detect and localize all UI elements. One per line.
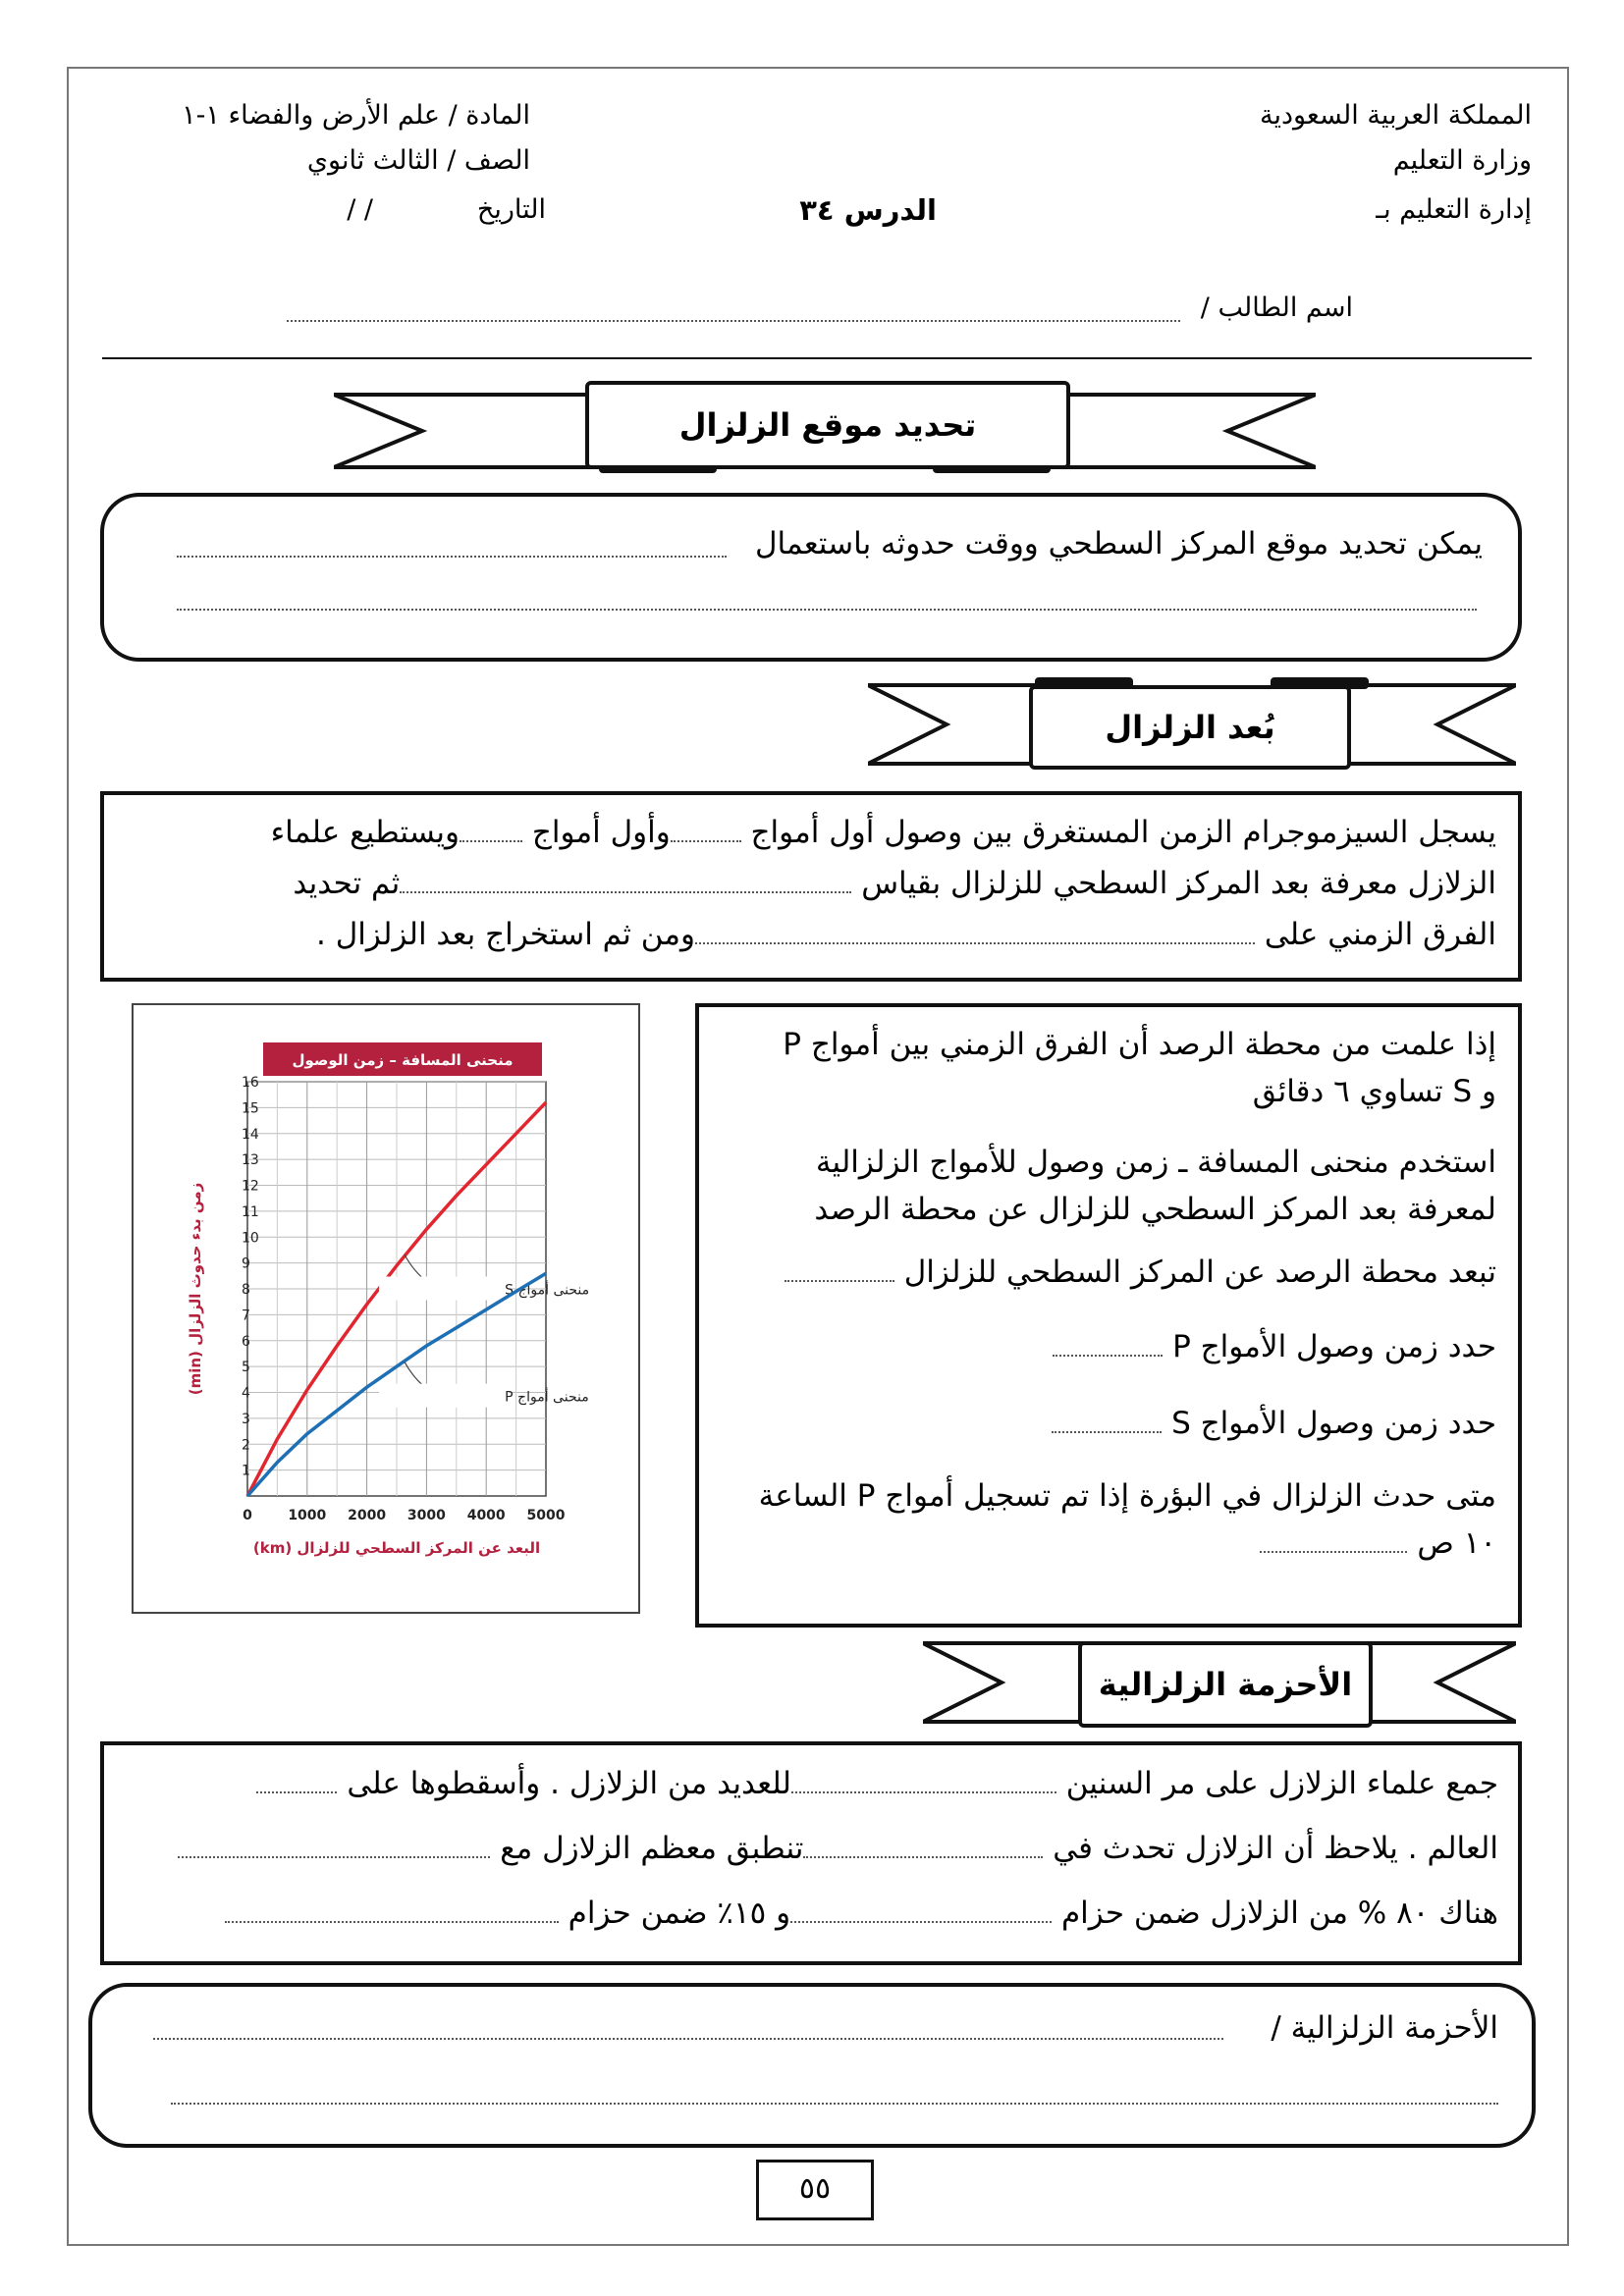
chart-y-tick-label: 6 xyxy=(242,1333,250,1350)
questions-list xyxy=(721,1021,1496,1567)
chart-x-tick-label: 5000 xyxy=(526,1508,566,1523)
chart-y-tick-label: 11 xyxy=(242,1203,259,1220)
distance-line2-a: الزلازل معرفة بعد المركز السطحي للزلزال بقياس xyxy=(861,866,1496,901)
q3-text: تبعد محطة الرصد عن المركز السطحي للزلزال xyxy=(903,1255,1496,1290)
belts-line1-b: للعديد من الزلازل . وأسقطوها على xyxy=(347,1766,791,1801)
q6-line1: متى حدث الزلزال في البؤرة إذا تم تسجيل أمواج P الساعة xyxy=(758,1478,1496,1514)
blank-boundaries[interactable] xyxy=(178,1856,490,1858)
belts-definition-label: الأحزمة الزلزالية / xyxy=(1271,2010,1498,2046)
distance-paragraph xyxy=(122,807,1496,960)
blank-recorded[interactable] xyxy=(791,1791,1056,1793)
lesson-title: الدرس ٣٤ xyxy=(799,193,937,227)
blank-belt-2[interactable] xyxy=(225,1921,559,1923)
q3-answer[interactable] xyxy=(785,1280,894,1282)
chart-y-tick-label: 15 xyxy=(242,1100,259,1117)
distance-line1-c: ويستطيع علماء xyxy=(270,815,460,850)
chart-x-tick-label: 4000 xyxy=(466,1508,506,1523)
q1-line1: إذا علمت من محطة الرصد أن الفرق الزمني بين أمواج P xyxy=(783,1027,1496,1062)
chart-x-tick-label: 1000 xyxy=(288,1508,327,1523)
belts-line1-a: جمع علماء الزلازل على مر السنين xyxy=(1065,1766,1498,1801)
q6-line2: ١٠ ص xyxy=(1417,1525,1496,1561)
blank-map[interactable] xyxy=(256,1791,337,1793)
blank-zones[interactable] xyxy=(803,1856,1043,1858)
subject-label: المادة / علم الأرض والفضاء ١-١ xyxy=(182,100,530,131)
belts-line2-a: العالم . يلاحظ أن الزلازل تحدث في xyxy=(1053,1831,1498,1866)
chart-y-tick-label: 7 xyxy=(242,1308,250,1324)
section-title-location: تحديد موقع الزلزال xyxy=(585,381,1070,469)
chart-x-tick-label: 0 xyxy=(243,1508,252,1523)
location-blank-1[interactable] xyxy=(177,556,727,558)
distance-line3-b: ومن ثم استخراج بعد الزلزال . xyxy=(316,917,695,952)
q5-text: حدد زمن وصول الأمواج S xyxy=(1171,1406,1496,1441)
date-label: التاريخ xyxy=(476,194,546,225)
belts-paragraph xyxy=(124,1751,1498,1946)
q6-answer[interactable] xyxy=(1260,1551,1407,1553)
blank-belt-1[interactable] xyxy=(790,1921,1052,1923)
section-title-distance: بُعد الزلزال xyxy=(1029,685,1351,770)
header-divider xyxy=(102,357,1532,359)
blank-time-difference[interactable] xyxy=(695,942,1255,944)
chart-y-tick-label: 12 xyxy=(242,1178,259,1195)
directorate-name: إدارة التعليم بـ xyxy=(1376,194,1532,225)
chart-y-tick-label: 4 xyxy=(242,1385,250,1402)
chart-y-tick-label: 14 xyxy=(242,1126,259,1143)
chart-label-bg xyxy=(379,1384,509,1408)
chart-y-tick-label: 13 xyxy=(242,1152,259,1169)
grade-label: الصف / الثالث ثانوي xyxy=(306,145,530,176)
belts-line3-a: هناك ٨٠ % من الزلازل ضمن حزام xyxy=(1060,1896,1498,1931)
p-wave-label: منحنى أمواج P xyxy=(505,1389,589,1406)
distance-line1-a: يسجل السيزموجرام الزمن المستغرق بين وصول أول أمواج xyxy=(750,815,1496,850)
belts-definition-blank-1[interactable] xyxy=(153,2038,1223,2040)
student-name-label: اسم الطالب / xyxy=(1200,293,1353,323)
chart-x-tick-label: 2000 xyxy=(348,1508,387,1523)
student-name-field[interactable] xyxy=(287,320,1180,322)
chart-x-axis-label: البعد عن المركز السطحي للزلزال (km) xyxy=(252,1539,541,1557)
q5-answer[interactable] xyxy=(1052,1431,1162,1433)
chart-y-tick-label: 3 xyxy=(242,1411,250,1427)
date-slashes: / / xyxy=(347,194,373,225)
blank-first-wave[interactable] xyxy=(671,840,741,842)
section-title-belts: الأحزمة الزلزالية xyxy=(1078,1641,1373,1728)
distance-line3-a: الفرق الزمني على xyxy=(1264,917,1496,952)
chart-y-tick-label: 1 xyxy=(242,1463,250,1479)
q4-answer[interactable] xyxy=(1053,1355,1163,1357)
blank-second-wave[interactable] xyxy=(460,840,522,842)
location-text: يمكن تحديد موقع المركز السطحي ووقت حدوثه باستعمال xyxy=(754,526,1483,561)
page-number: ٥٥ xyxy=(756,2160,874,2220)
q2-line1: استخدم منحنى المسافة ـ زمن وصول للأمواج الزلزالية xyxy=(815,1145,1496,1180)
belts-definition-blank-2[interactable] xyxy=(171,2103,1498,2105)
chart-y-tick-label: 8 xyxy=(242,1282,250,1298)
belts-line2-b: تنطبق معظم الزلازل مع xyxy=(500,1831,804,1866)
blank-measure[interactable] xyxy=(400,891,851,893)
chart-label-bg xyxy=(379,1276,509,1300)
location-blank-2[interactable] xyxy=(177,609,1477,611)
belts-line3-b: و ١٥٪ ضمن حزام xyxy=(568,1896,791,1931)
chart-y-tick-label: 10 xyxy=(242,1230,259,1247)
q2-line2: لمعرفة بعد المركز السطحي للزلزال عن محطة الرصد xyxy=(814,1192,1496,1227)
chart-y-axis-label: زمن بدء حدوث الزلزال (min) xyxy=(187,1182,204,1396)
kingdom-name: المملكة العربية السعودية xyxy=(1259,100,1532,131)
chart-y-tick-label: 2 xyxy=(242,1437,250,1454)
chart-y-tick-label: 5 xyxy=(242,1360,250,1376)
ministry-name: وزارة التعليم xyxy=(1392,145,1532,176)
distance-time-chart xyxy=(134,1005,636,1608)
distance-line2-b: ثم تحديد xyxy=(293,866,401,901)
chart-y-tick-label: 16 xyxy=(242,1075,259,1091)
q4-text: حدد زمن وصول الأمواج P xyxy=(1172,1329,1496,1364)
chart-x-tick-label: 3000 xyxy=(406,1508,446,1523)
q1-line2: و S تساوي ٦ دقائق xyxy=(1252,1074,1496,1109)
chart-title: منحنى المسافة – زمن الوصول xyxy=(292,1051,514,1069)
s-wave-label: منحنى أمواج S xyxy=(505,1282,590,1299)
distance-line1-b: وأول أمواج xyxy=(531,815,671,850)
chart-y-tick-label: 9 xyxy=(242,1255,250,1272)
